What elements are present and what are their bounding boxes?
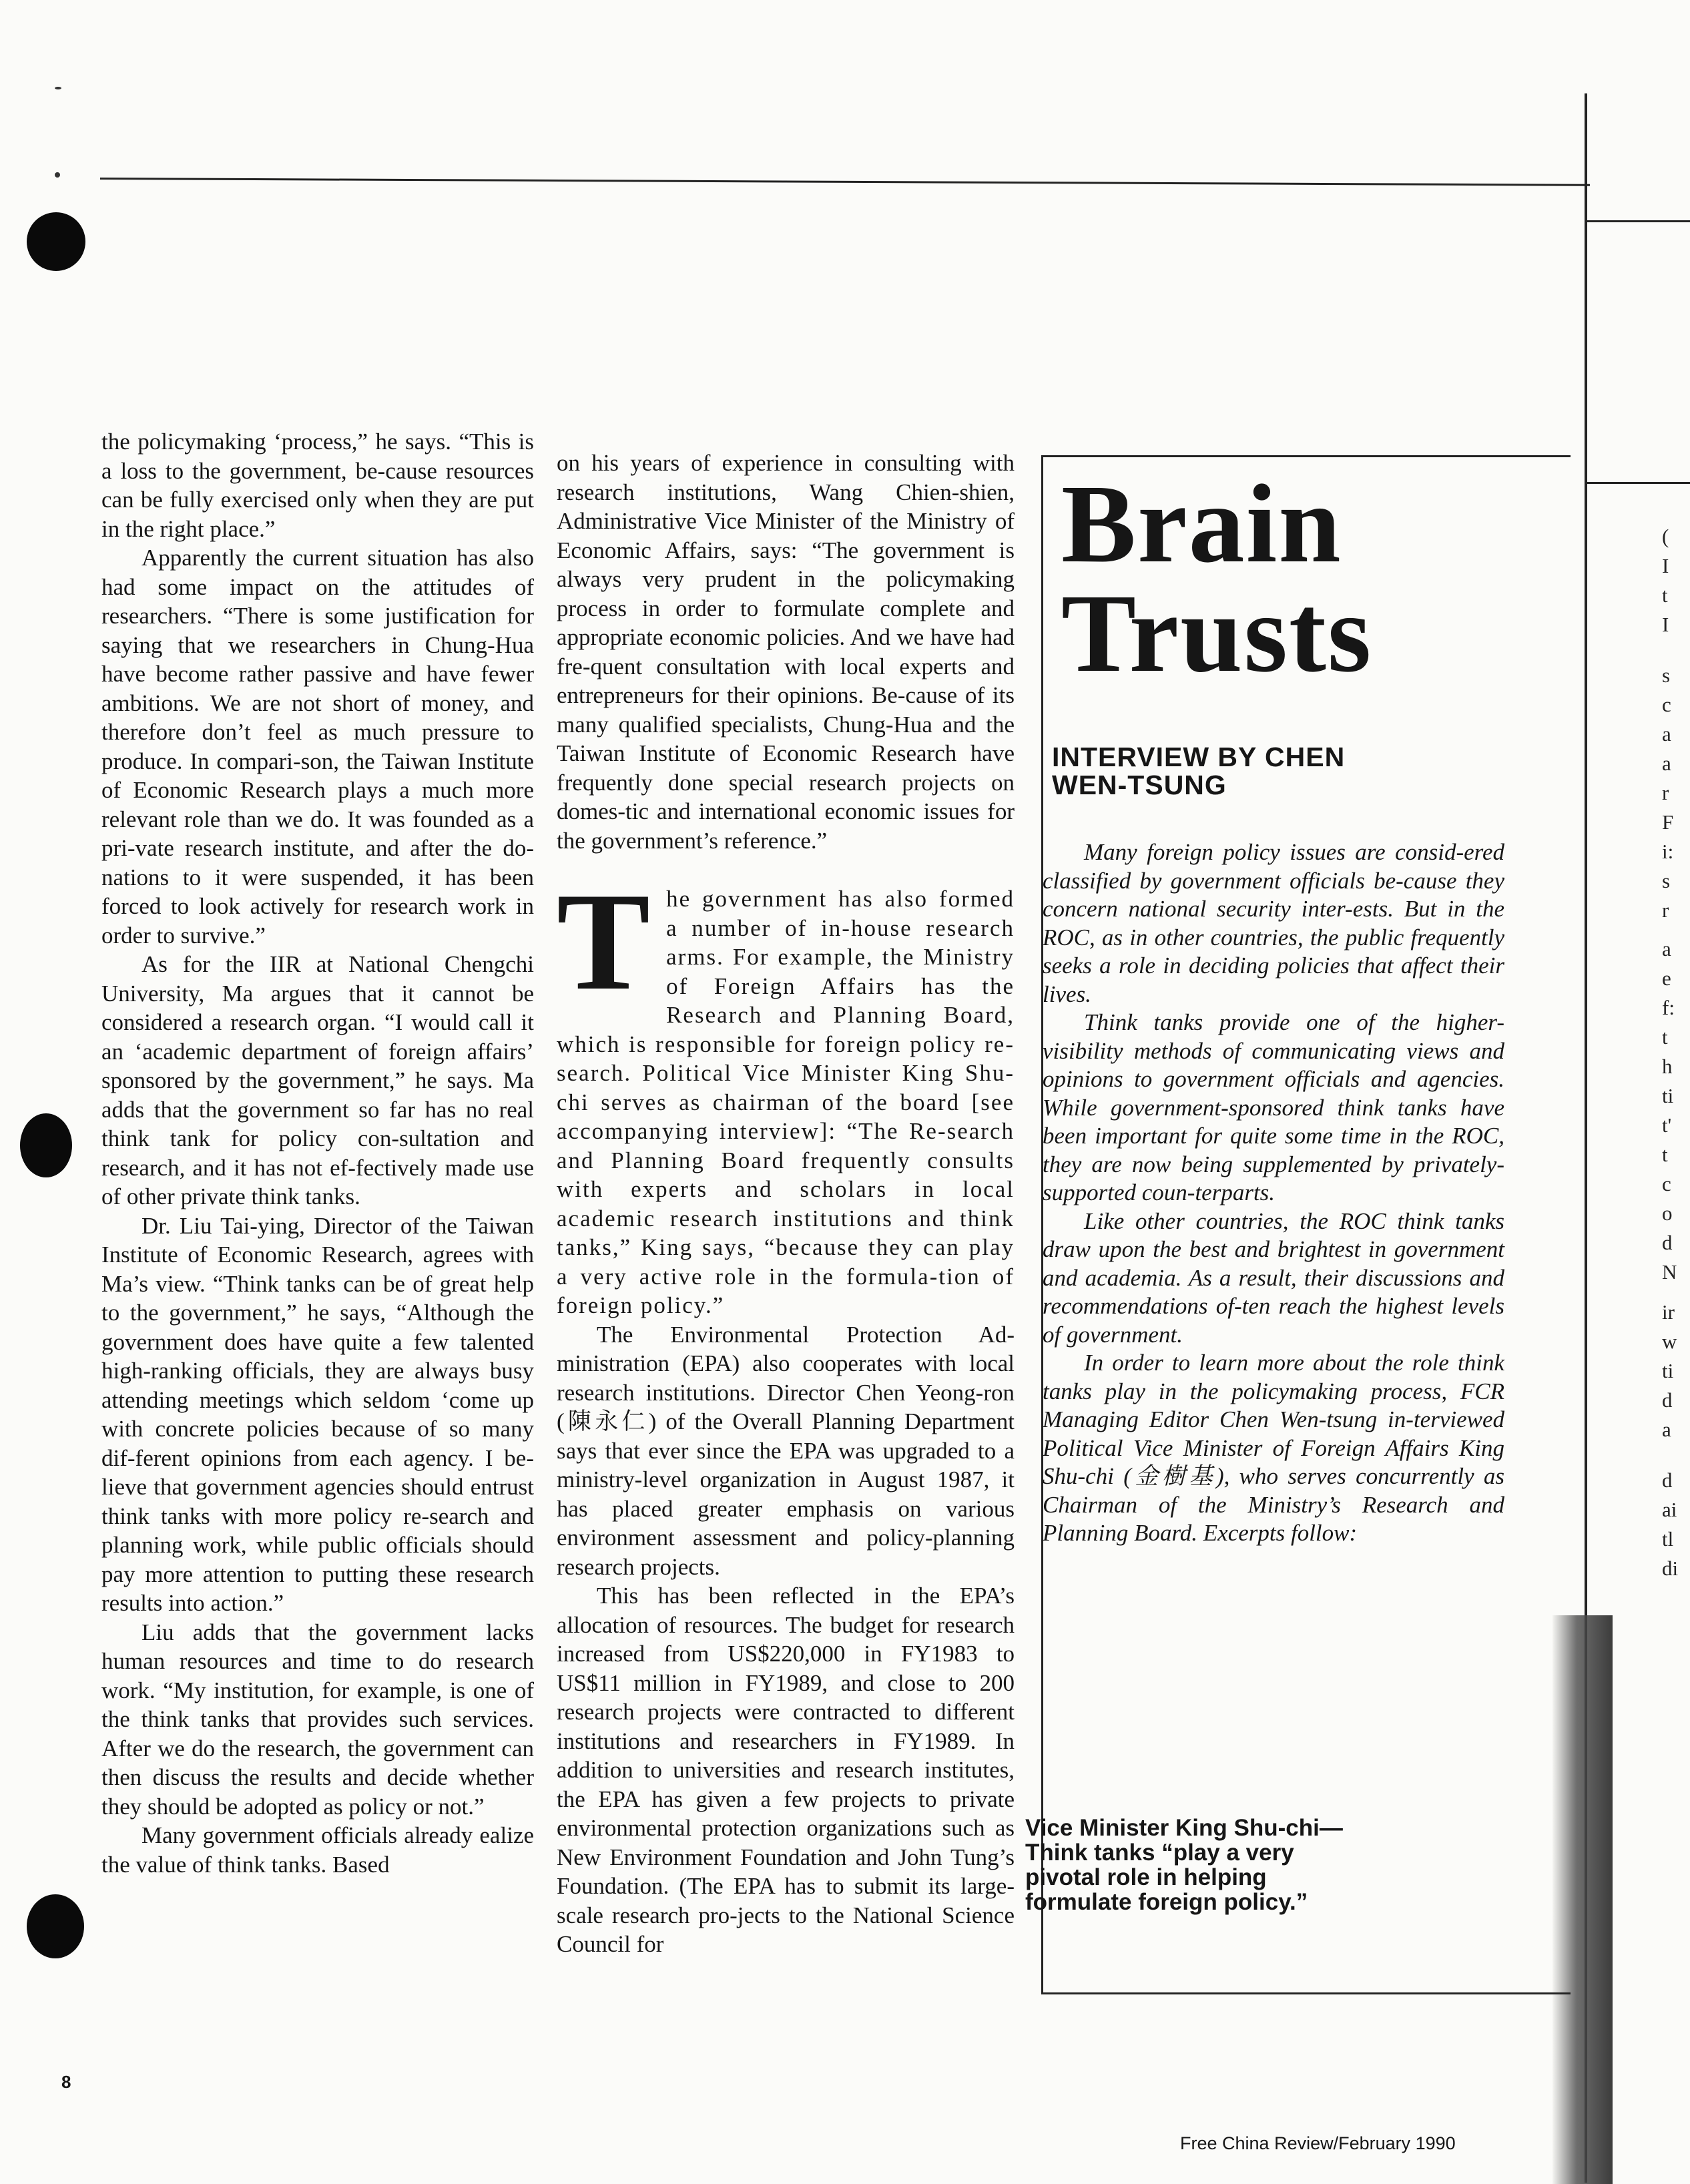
caption-line: Vice Minister King Shu-chi— [1025,1815,1343,1841]
article-column-2 [557,449,1015,1959]
speck-mark [55,172,60,178]
intro-paragraph: Like other countries, the ROC think tanks draw upon the best and brightest in government and academia. As a result, their discussions and recommendations of-ten reach the highest levels of government. [1043,1207,1504,1348]
paragraph: on his years of experience in consulting with research institutions, Wang Chien-shien, Administrative Vice Minister of the Ministry of Economic Affairs, says: “The government is always very prudent in the policymaking process in order to formulate complete and appropriate economic policies. And we have had fre-quent consultation with local experts and entrepreneurs for their opinions. Be-cause of its many qualified specialists, Chung-Hua and the Taiwan Institute of Economic Research have frequently done special research projects on domes-tic and international economic issues for the government’s reference.” [557,450,1015,854]
caption-line: Think tanks “play a very [1025,1840,1294,1866]
facing-page-letters: a e f: t h ti t' t c o d N [1662,937,1677,1284]
paragraph: Dr. Liu Tai-ying, Director of the Taiwan Institute of Economic Research, agrees with Ma’s view. “Think tanks can be of great help to the government,” he says, “Although the government does have quite a few talented high-ranking officials, they are always busy attending meetings which seldom ‘come up with concrete policies because of so many dif-ferent opinions from each agency. I be-lieve that government agencies should entrust think tanks with more policy re-search and planning work, while public officials should pay more attention to putting these research results into action.” [101,1212,534,1616]
caption-line: formulate foreign policy.” [1025,1889,1308,1915]
facing-page-letters: s c a a r F i: s r [1662,663,1674,922]
binding-hole-bottom [27,1894,84,1958]
binding-hole-top [27,212,85,271]
paragraph: Many government officials already ealize the value of think tanks. Based [101,1822,534,1878]
binding-hole-middle [20,1113,72,1177]
sidebar-byline-line2: WEN-TSUNG [1052,770,1227,800]
paragraph: Liu adds that the government lacks human resources and time to do research work. “My institution, for example, is one of the think tanks that provides such services. After we do the research, the government can then discuss the results and decide whether they should be adopted as policy or not.” [101,1619,534,1820]
intro-paragraph: In order to learn more about the role think tanks play in the policymaking process, FCR Managing Editor Chen Wen-tsung in-terviewed Political Vice Minister of Foreign Affairs King Shu-chi (金樹基), who serves concurrently as Chairman of the Ministry’s Research and Planning Board. Excerpts follow: [1043,1350,1504,1546]
facing-page-letters: ( I t I [1662,525,1669,636]
paragraph: the policymaking ‘process,” he says. “This is a loss to the government, be-cause resources can be fully exercised only when they are put in the right place.” [101,429,534,542]
paragraph: As for the IIR at National Chengchi University, Ma argues that it cannot be considered a research organ. “I would call it an ‘academic department of foreign affairs’ sponsored by the government,” he says. Ma adds that the government so far has no real think tank for policy con-sultation and research, and it has not ef-fectively made use of other private think tanks. [101,951,534,1209]
facing-page-letters: d ai tl di [1662,1468,1679,1580]
dropcap-paragraph [557,864,1015,1320]
article-column-1 [101,427,534,1879]
page-number: 8 [61,2072,71,2092]
sidebar-title-line2: Trusts [1061,571,1373,696]
intro-paragraph: Many foreign policy issues are consid-ered classified by government officials be-cause they concern national security inter-ests. But in the ROC, as in other countries, the public frequently seeks a role in deciding policies that affect their lives. [1043,839,1504,1007]
sidebar-intro [1043,838,1504,1548]
top-rule [100,178,1590,186]
sidebar-byline-line1: INTERVIEW BY CHEN [1052,742,1346,772]
paragraph: This has been reflected in the EPA’s allocation of resources. The budget for research increased from US$220,000 in FY1983 to US$11 million in FY1989, and close to 200 research projects were contracted to different institutions and researchers in FY1989. In addition to universities and research institutes, the EPA has given a few projects to private environmental protection organizations such as New Environment Foundation and John Tung’s Foundation. (The EPA has to submit its large-scale research pro-jects to the National Science Council for [557,1583,1015,1957]
intro-paragraph: Think tanks provide one of the higher-visibility methods of communicating views and opinions to government officials and agencies. While government-sponsored think tanks have been important for quite some time in the ROC, they are now being supplemented by privately-supported coun-terparts. [1043,1009,1504,1205]
caption-line: pivotal role in helping [1025,1864,1267,1890]
footer-publication: Free China Review/February 1990 [1180,2133,1456,2153]
paragraph: The Environmental Protection Ad-ministration (EPA) also cooperates with local research institutions. Director Chen Yeong-ron (陳永仁) of the Overall Planning Department says that ever since the EPA was upgraded to a ministry-level organization in August 1987, it has placed greater emphasis on various environment assessment and policy-planning research projects. [557,1321,1015,1580]
facing-page-rule [1587,482,1690,484]
facing-page-rule [1587,220,1690,222]
paragraph: Apparently the current situation has also had some impact on the attitudes of researchers. “There is some justification for saying that we researchers in Chung-Hua have become rather passive and have fewer ambitions. We are not short of money, and therefore don’t feel as much pressure to produce. In compari-son, the Taiwan Institute of Economic Research plays a much more relevant role than we do. It was founded as a pri-vate research institute, and after the do-nations to it were suspended, it has been forced to look actively for research work in order to survive.” [101,545,534,948]
dropcap-letter: T [557,864,651,1019]
speck-mark [55,87,61,89]
facing-page-letters: ir w ti d a [1662,1300,1677,1441]
paragraph: he government has also formed a number of in-house research arms. For example, the Ministry of Foreign Affairs has the Research and Planning Board, which is responsible for foreign policy re-search. Political Vice Minister King Shu-chi serves as chairman of the board [see accompanying interview]: “The Re-search and Planning Board frequently consults with experts and scholars in local academic research institutions and think tanks,” King says, “because they can play a very active role in the formula-tion of foreign policy.” [557,886,1015,1318]
sidebar-title-line1: Brain [1061,462,1342,586]
photo-caption [1025,1816,1399,1914]
